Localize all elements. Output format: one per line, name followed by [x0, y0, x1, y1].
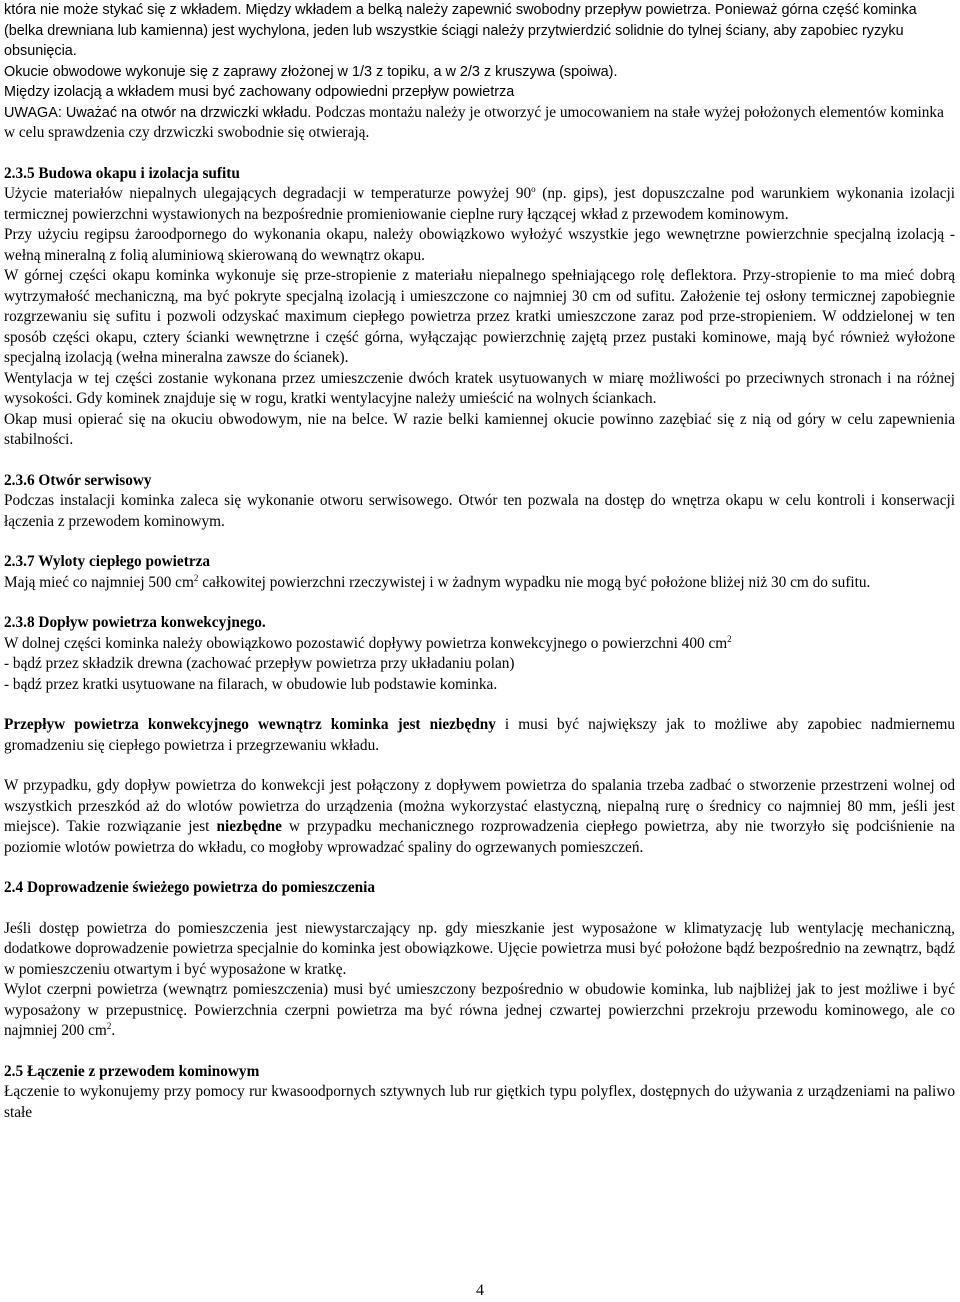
s236-paragraph-1: Podczas instalacji kominka zaleca się wykonanie otworu serwisowego. Otwór ten pozwala na dostęp do wnętrza okapu w celu kontroli i konserwacji łączenia z przewodem kominowym.: [4, 492, 955, 530]
heading-2-4: 2.4 Doprowadzenie świeżego powietrza do pomieszczenia: [4, 879, 376, 896]
intro-paragraph: która nie może stykać się z wkładem. Między wkładem a belką należy zapewnić swobodny przepływ powietrza. Ponieważ górna część kominka (belka drewniana lub kamienna) jest wychylona, jeden lub wszystkie ściągi należy przytwierdzić solidnie do tylnej ściany, aby zapobiec ryzyku obsunięcia.: [4, 2, 917, 59]
s238-paragraph-3: W przypadku, gdy dopływ powietrza do konwekcji jest połączony z dopływem powietrza do spalania trzeba zadbać o stworzenie przestrzeni wolnej od wszystkich przeszkód aż do wlotów powietrza do urządzenia (można wykorzystać elastyczną, niepalną rurę o średnicy co najmniej 80 mm, jeśli jest miejsce). Takie rozwiązanie jest niezbędne w przypadku mechanicznego rozprowadzenia ciepłego powietrza, aby nie tworzyło się podciśnienie na poziomie wlotów powietrza do wkładu, co mogłoby wprowadzać spaliny do ogrzewanych pomieszczeń.: [4, 777, 955, 856]
s238-paragraph-2: Przepływ powietrza konwekcyjnego wewnątrz kominka jest niezbędny i musi być największy jak to możliwe aby zapobiec nadmiernemu gromadzeniu się ciepłego powietrza i przegrzewaniu wkładu.: [4, 716, 955, 754]
heading-2-3-8: 2.3.8 Dopływ powietrza konwekcyjnego.: [4, 614, 266, 631]
s237-paragraph-1: Mają mieć co najmniej 500 $cm^2$ całkowitej powierzchni rzeczywistej i w żadnym wypadku nie mogą być położone bliżej niż 30 cm do sufitu.: [4, 572, 871, 591]
s238-list-item-1: - bądź przez składzik drewna (zachować przepływ powietrza przy układaniu polan): [4, 655, 515, 672]
s235-paragraph-3: W górnej części okapu kominka wykonuje się prze-stropienie z materiału niepalnego spełniającego rolę deflektora. Przy-stropienie to ma mieć dobrą wytrzymałość mechaniczną, ma być pokryte specjalną izolacją i umieszczone co najmniej 30 cm od sufitu. Założenie tej osłony termicznej zapobiegnie rozgrzewaniu się sufitu i pozwoli odzyskać maximum ciepłego powietrza przez kratki umieszczone zaraz pod prze-stropieniem. W oddzielonej w ten sposób części okapu, cztery ścianki wewnętrzne i część górna, wyłączając powierzchnię zajętą przez pustaki kominowe, mają być również wyłożone specjalną izolacją (wełna mineralna zawsze do ścianek).: [4, 267, 955, 366]
s238-paragraph-1: W dolnej części kominka należy obowiązkowo pozostawić dopływy powietrza konwekcyjnego o powierzchni 400 $cm^2$: [4, 633, 732, 652]
s24-paragraph-1: Jeśli dostęp powietrza do pomieszczenia jest niewystarczający np. gdy mieszkanie jest wyposażone w klimatyzację lub wentylację mechaniczną, dodatkowe doprowadzenie powietrza specjalnie do kominka jest obowiązkowe. Ujęcie powietrza musi być położone bądź bezpośrednio na zewnątrz, bądź w pomieszczeniu otwartym i być wyposażone w kratkę.: [4, 919, 955, 978]
heading-2-3-5: 2.3.5 Budowa okapu i izolacja sufitu: [4, 164, 240, 182]
intro-okucie-line: Okucie obwodowe wykonuje się z zaprawy złożonej w 1/3 z topiku, a w 2/3 z kruszywa (spoiwa).: [4, 63, 618, 80]
s235-paragraph-5: Okap musi opierać się na okuciu obwodowym, nie na belce. W razie belki kamiennej okucie powinno zazębiać się z nią od góry w celu zapewnienia stabilności.: [4, 410, 955, 448]
heading-2-3-7: 2.3.7 Wyloty ciepłego powietrza: [4, 553, 211, 570]
s235-paragraph-2: Przy użyciu regipsu żaroodpornego do wykonania okapu, należy obowiązkowo wyłożyć wszystkie jego wewnętrzne powierzchnie specjalną izolacją - wełną mineralną z folią aluminiową skierowaną do wewnątrz okapu.: [4, 226, 955, 264]
warning-paragraph: [4, 103, 955, 144]
s235-paragraph-4: Wentylacja w tej części zostanie wykonana przez umieszczenie dwóch kratek usytuowanych w miarę możliwości po przeciwnych stronach i na różnej wysokości. Gdy kominek znajduje się w rogu, kratki wentylacyjne należy umieścić na wolnych ściankach.: [4, 369, 955, 407]
warning-lead: UWAGA: Uważać na otwór na drzwiczki wkładu.: [4, 104, 312, 121]
heading-2-5: 2.5 Łączenie z przewodem kominowym: [4, 1062, 260, 1080]
intro-izolacja-line: Między izolacją a wkładem musi być zachowany odpowiedni przepływ powietrza: [4, 84, 515, 100]
warning-rest: Podczas montażu należy je otworzyć je umocowaniem na stałe wyżej położonych elementów kominka w celu sprawdzenia czy drzwiczki swobodnie się otwierają.: [4, 103, 944, 141]
document-page: [4, 0, 955, 1123]
s25-paragraph-1: Łączenie to wykonujemy przy pomocy rur kwasoodpornych sztywnych lub rur giętkich typu polyflex, dostępnych do używania z urządzeniami na paliwo stałe: [4, 1083, 955, 1121]
page-number: 4: [476, 1282, 484, 1299]
s235-paragraph-1: Użycie materiałów niepalnych ulegających degradacji w temperaturze powyżej 90$^o$ (np. gips), jest dopuszczalne pod warunkiem wykonania izolacji termicznej powierzchni wystawionych na bezpośrednie promieniowanie cieplne rury łączącej wkład z przewodem kominowym.: [4, 184, 955, 223]
s24-paragraph-2: Wylot czerpni powietrza (wewnątrz pomieszczenia) musi być umieszczony bezpośrednio w obudowie kominka, lub najbliżej jak to jest możliwe i być wyposażony w przepustnicę. Powierzchnia czerpni powietrza ma być równa jednej czwartej powierzchni przekroju przewodu kominowego, ale co najmniej 200 $cm^2$.: [4, 981, 955, 1039]
s238-list-item-2: - bądź przez kratki usytuowane na filarach, w obudowie lub podstawie kominka.: [4, 675, 498, 693]
heading-2-3-6: 2.3.6 Otwór serwisowy: [4, 471, 152, 489]
